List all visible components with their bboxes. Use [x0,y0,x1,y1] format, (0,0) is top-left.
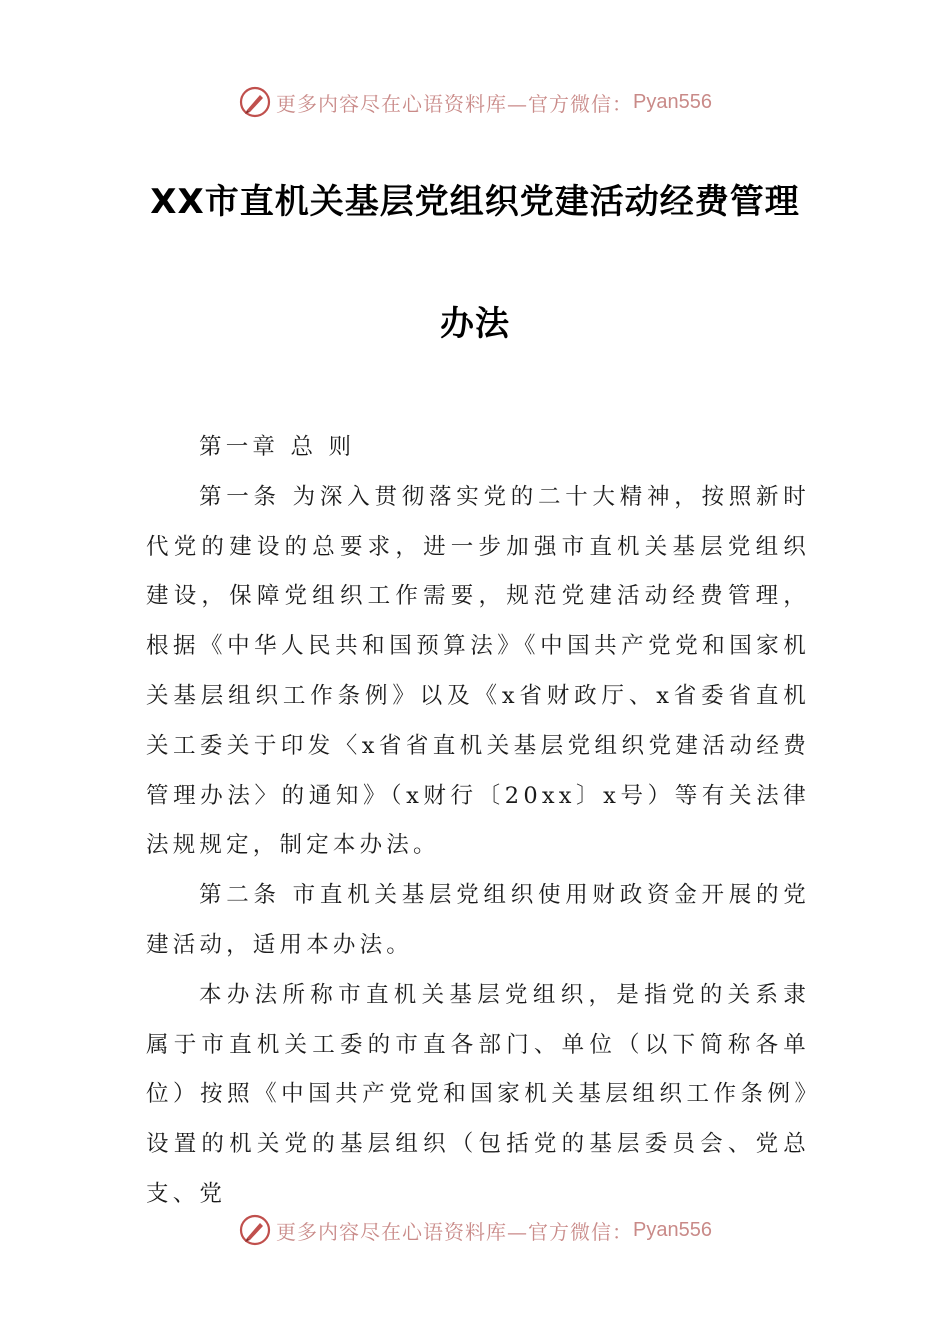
article-paragraph: 第二条 市直机关基层党组织使用财政资金开展的党建活动，适用本办法。 [146,882,810,958]
watermark-wechat-id: Pyan556 [633,1218,712,1241]
document-title-line1: XX市直机关基层党组织党建活动经费管理 [150,182,800,222]
watermark-banner-bottom [0,1208,950,1252]
document-body [146,423,810,1220]
watermark-wechat-id: Pyan556 [633,90,712,113]
pen-logo-icon [238,1213,272,1247]
article-paragraph: 本办法所称市直机关基层党组织，是指党的关系隶属于市直机关工委的市直各部门、单位（以下简称各单位）按照《中国共产党党和国家机关基层组织工作条例》设置的机关党的基层组织（包括党的基层委员会、党总支、党 [146,981,810,1207]
chapter-heading: 第一章 总 则 [199,434,356,460]
watermark-text: 更多内容尽在心语资料库—官方微信： [276,91,634,116]
document-title-line2: 办法 [440,304,510,344]
watermark-text: 更多内容尽在心语资料库—官方微信： [276,1219,634,1244]
watermark-banner-top [0,80,950,124]
article-paragraph: 第一条 为深入贯彻落实党的二十大精神，按照新时代党的建设的总要求，进一步加强市直机关基层党组织建设，保障党组织工作需要，规范党建活动经费管理，根据《中华人民共和国预算法》《中国共产党党和国家机关基层组织工作条例》以及《x省财政厅、x省委省直机关工委关于印发〈x省省直机关基层党组织党建活动经费管理办法〉的通知》（x财行〔20xx〕x号）等有关法律法规规定，制定本办法。 [146,483,810,859]
pen-logo-icon [238,85,272,119]
